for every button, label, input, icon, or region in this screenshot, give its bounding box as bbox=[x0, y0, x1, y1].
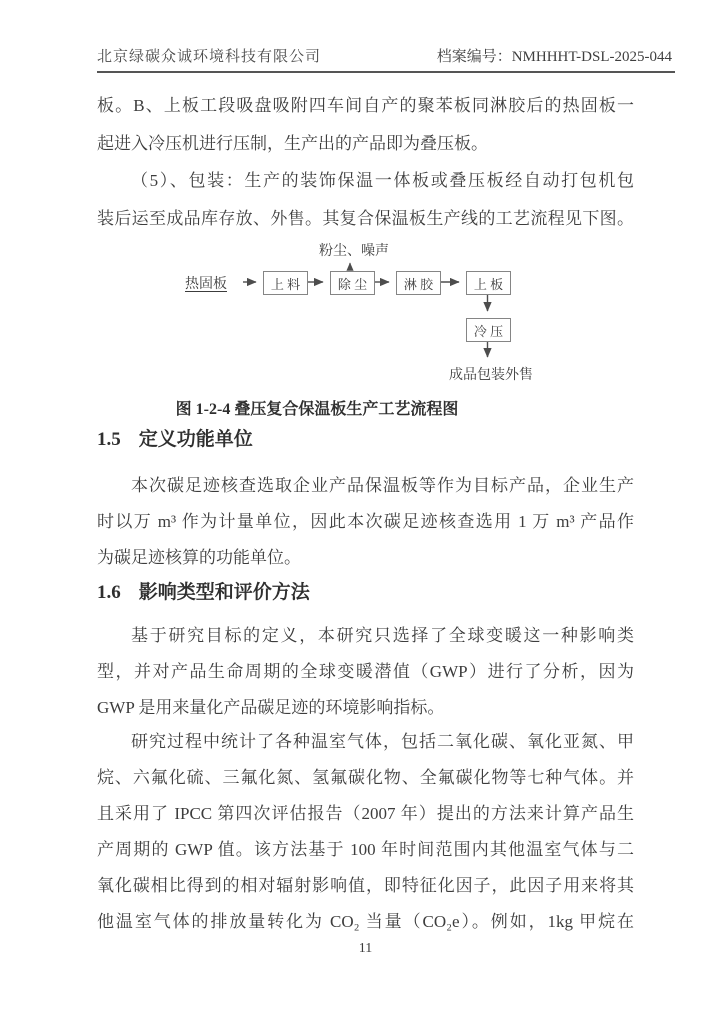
flow-arrows bbox=[97, 240, 634, 392]
body-line: 他温室气体的排放量转化为 CO₂ 当量（CO₂e）。例如，1kg 甲烷在 bbox=[97, 912, 634, 931]
paragraph-functional-unit bbox=[97, 468, 634, 576]
figure-caption: 图 1-2-4 叠压复合保温板生产工艺流程图 bbox=[175, 401, 459, 418]
header-company-name: 北京绿碳众诚环境科技有限公司 bbox=[97, 49, 322, 65]
section-title: 定义功能单位 bbox=[138, 429, 253, 450]
body-line: 板。B、上板工段吸盘吸附四车间自产的聚苯板同淋胶后的热固板一 bbox=[97, 96, 634, 115]
section-heading-1-6 bbox=[97, 581, 634, 605]
page-number: 11 bbox=[358, 941, 373, 956]
body-line: 氧化碳相比得到的相对辐射影响值，即特征化因子，此因子用来将其 bbox=[97, 876, 634, 895]
body-line: 产周期的 GWP 值。该方法基于 100 年时间范围内其他温室气体与二 bbox=[97, 840, 634, 859]
body-line: 为碳足迹核算的功能单位。 bbox=[97, 548, 301, 567]
output-label: 成品包装外售 bbox=[449, 368, 533, 383]
flow-box-gluing: 淋 胶 bbox=[396, 271, 441, 295]
section-heading-1-5 bbox=[97, 428, 634, 452]
section-number: 1.6 bbox=[97, 582, 121, 603]
section-number: 1.5 bbox=[97, 429, 121, 450]
process-flow-diagram bbox=[97, 240, 634, 392]
body-line: 装后运至成品库存放、外售。其复合保温板生产线的工艺流程见下图。 bbox=[97, 208, 634, 228]
body-line: 烷、六氟化硫、三氟化氮、氢氟碳化物、全氟碳化物等七种气体。并 bbox=[97, 768, 634, 787]
body-line: GWP 是用来量化产品碳足迹的环境影响指标。 bbox=[97, 698, 445, 717]
paragraph-packaging bbox=[97, 87, 634, 237]
flow-box-dedusting: 除 尘 bbox=[330, 271, 375, 295]
body-line: 型，并对产品生命周期的全球变暖潜值（GWP）进行了分析，因为 bbox=[97, 662, 634, 681]
header-rule bbox=[97, 71, 675, 73]
flow-box-cold-press: 冷 压 bbox=[466, 318, 511, 342]
emission-label: 粉尘、噪声 bbox=[319, 244, 389, 259]
section-title: 影响类型和评价方法 bbox=[138, 582, 310, 603]
flow-box-feeding: 上 料 bbox=[263, 271, 308, 295]
body-line: 研究过程中统计了各种温室气体，包括二氧化碳、氧化亚氮、甲 bbox=[131, 732, 634, 751]
flow-box-boarding: 上 板 bbox=[466, 271, 511, 295]
header-doc-number: 档案编号：NMHHHT-DSL-2025-044 bbox=[436, 49, 672, 65]
body-line: 且采用了 IPCC 第四次评估报告（2007 年）提出的方法来计算产品生 bbox=[97, 804, 634, 823]
body-line: 时以万 m³ 作为计量单位，因此本次碳足迹核查选用 1 万 m³ 产品作 bbox=[97, 512, 634, 531]
body-line: 起进入冷压机进行压制，生产出的产品即为叠压板。 bbox=[97, 133, 488, 153]
input-material-label: 热固板 bbox=[185, 277, 227, 292]
paragraph-ghg-method bbox=[97, 724, 634, 940]
body-line: （5）、包装：生产的装饰保温一体板或叠压板经自动打包机包 bbox=[131, 171, 634, 190]
body-line: 基于研究目标的定义，本研究只选择了全球变暖这一种影响类 bbox=[131, 626, 634, 645]
body-line: 本次碳足迹核查选取企业产品保温板等作为目标产品，企业生产 bbox=[131, 476, 634, 495]
paragraph-gwp-intro bbox=[97, 618, 634, 726]
